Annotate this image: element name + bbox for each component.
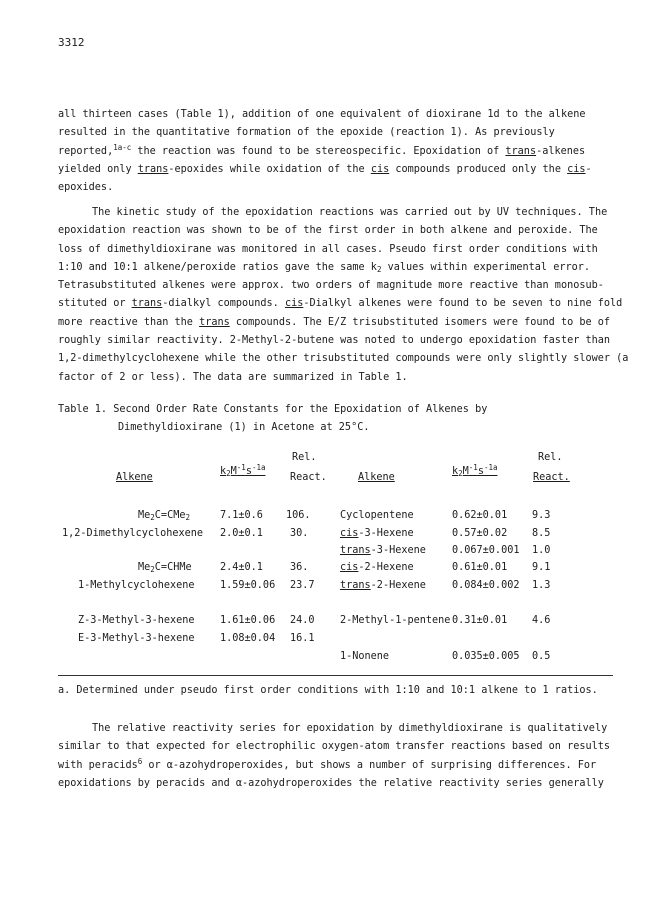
header-rel-bottom-left: React. [290, 472, 327, 483]
left-row-1-k2: 7.1±0.6 [220, 510, 263, 521]
right-row-5-rel: 1.3 [532, 580, 551, 591]
p1-line-4: yielded only trans-epoxides while oxidation of the cis compounds produced only the cis- [58, 163, 592, 175]
right-row-3-alkene: trans-3-Hexene [340, 545, 426, 556]
left-row-1-alkene: $Me_2C=CMe_2$ [138, 510, 190, 522]
left-row-4-rel: 23.7 [290, 580, 315, 591]
p1-line-1: all thirteen cases (Table 1), addition of one equivalent of dioxirane 1d to the alkene [58, 109, 586, 120]
caption-line-2: Dimethyldioxirane (1) in Acetone at 25°C. [118, 422, 370, 434]
left-row-2-alkene: 1,2-Dimethylcyclohexene [62, 528, 204, 539]
right-row-2-alkene: cis-3-Hexene [340, 528, 414, 539]
left-row-1-rel: 106. [286, 510, 311, 521]
p2-line-9: 1,2-dimethylcyclohexene while the other trisubstituted compounds were only slightly slower (a [58, 353, 629, 365]
p1-line-3: reported,$^{1a-c}$ the reaction was found to be stereospecific. Epoxidation of trans-alkenes [58, 142, 586, 157]
p2-line-3: loss of dimethyldioxirane was monitored in all cases. Pseudo first order conditions with [58, 243, 598, 255]
right-row-7-rel: 0.5 [532, 651, 551, 662]
header-alkene-left: Alkene [116, 472, 153, 483]
left-row-5-alkene: Z-3-Methyl-3-hexene [78, 615, 195, 626]
right-row-7-alkene: 1-Nonene [340, 651, 390, 662]
p2-line-1: The kinetic study of the epoxidation reactions was carried out by UV techniques. The [92, 207, 608, 218]
right-row-4-k2: 0.61±0.01 [452, 562, 508, 573]
right-row-4-rel: 9.1 [532, 562, 551, 573]
caption-line-1: Table 1. Second Order Rate Constants for the Epoxidation of Alkenes by [58, 404, 488, 415]
left-row-2-rel: 30. [290, 528, 309, 539]
header-rel-top-left: Rel. [292, 452, 317, 463]
p2-line-6: stituted or trans-dialkyl compounds. cis-Dialkyl alkenes were found to be seven to nine fold [58, 298, 623, 310]
p3-line-1: The relative reactivity series for epoxidation by dimethyldioxirane is qualitatively [92, 723, 608, 734]
p2-line-4: 1:10 and 10:1 alkene/peroxide ratios gave the same $k_2$ values within experimental error. [58, 261, 590, 274]
paragraph-3 [58, 720, 613, 793]
right-row-5-alkene: trans-2-Hexene [340, 580, 426, 591]
p3-line-3: with peracids$^6$ or α-azohydroperoxides, but shows a number of surprising differences. For [58, 756, 597, 771]
right-row-2-k2: 0.57±0.02 [452, 528, 508, 539]
p2-line-7: more reactive than the trans compounds. The E/Z trisubstituted isomers were found to be of [58, 316, 611, 328]
p3-line-2: similar to that expected for electrophilic oxygen-atom transfer reactions based on results [58, 741, 611, 753]
table-caption [58, 401, 487, 438]
paragraph-2 [58, 204, 629, 387]
left-row-3-k2: 2.4±0.1 [220, 562, 263, 573]
right-row-6-alkene: 2-Methyl-1-pentene [340, 615, 451, 626]
header-k2-left: $k_2M^{-1}s^{-1a}$ [220, 463, 266, 478]
table-footnote: a. Determined under pseudo first order conditions with 1:10 and 10:1 alkene to 1 ratios. [58, 685, 598, 696]
left-row-5-k2: 1.61±0.06 [220, 615, 276, 626]
right-row-6-k2: 0.31±0.01 [452, 615, 508, 626]
right-row-1-rel: 9.3 [532, 510, 551, 521]
p2-line-5: Tetrasubstituted alkenes were approx. two orders of magnitude more reactive than monosub- [58, 280, 604, 292]
right-row-3-rel: 1.0 [532, 545, 551, 556]
left-row-4-k2: 1.59±0.06 [220, 580, 276, 591]
header-rel-bottom-right: React. [533, 472, 570, 483]
right-row-1-alkene: Cyclopentene [340, 510, 414, 521]
left-row-4-alkene: 1-Methylcyclohexene [78, 580, 195, 591]
left-row-2-k2: 2.0±0.1 [220, 528, 263, 539]
right-row-2-rel: 8.5 [532, 528, 551, 539]
header-rel-top-right: Rel. [538, 452, 563, 463]
right-row-7-k2: 0.035±0.005 [452, 651, 520, 662]
page-number: 3312 [58, 36, 85, 49]
right-row-1-k2: 0.62±0.01 [452, 510, 508, 521]
left-row-5-rel: 24.0 [290, 615, 315, 626]
p3-line-4: epoxidations by peracids and α-azohydroperoxides the relative reactivity series generally [58, 777, 604, 789]
p1-line-5: epoxides. [58, 182, 114, 194]
header-alkene-right: Alkene [358, 472, 395, 483]
left-row-6-alkene: E-3-Methyl-3-hexene [78, 633, 195, 644]
left-row-6-rel: 16.1 [290, 633, 315, 644]
paragraph-1 [58, 106, 613, 197]
right-row-3-k2: 0.067±0.001 [452, 545, 520, 556]
right-row-4-alkene: cis-2-Hexene [340, 562, 414, 573]
p1-line-2: resulted in the quantitative formation of the epoxide (reaction 1). As previously [58, 127, 555, 139]
p2-line-2: epoxidation reaction was shown to be of the first order in both alkene and peroxide. The [58, 225, 598, 237]
right-row-5-k2: 0.084±0.002 [452, 580, 520, 591]
left-row-3-rel: 36. [290, 562, 309, 573]
p2-line-10: factor of 2 or less). The data are summarized in Table 1. [58, 371, 408, 383]
table-bottom-rule [58, 675, 613, 676]
left-row-3-alkene: $Me_2C=CHMe$ [138, 562, 192, 574]
header-k2-right: $k_2M^{-1}s^{-1a}$ [452, 463, 498, 478]
right-row-6-rel: 4.6 [532, 615, 551, 626]
left-row-6-k2: 1.08±0.04 [220, 633, 276, 644]
p2-line-8: roughly similar reactivity. 2-Methyl-2-butene was noted to undergo epoxidation faster than [58, 335, 611, 347]
